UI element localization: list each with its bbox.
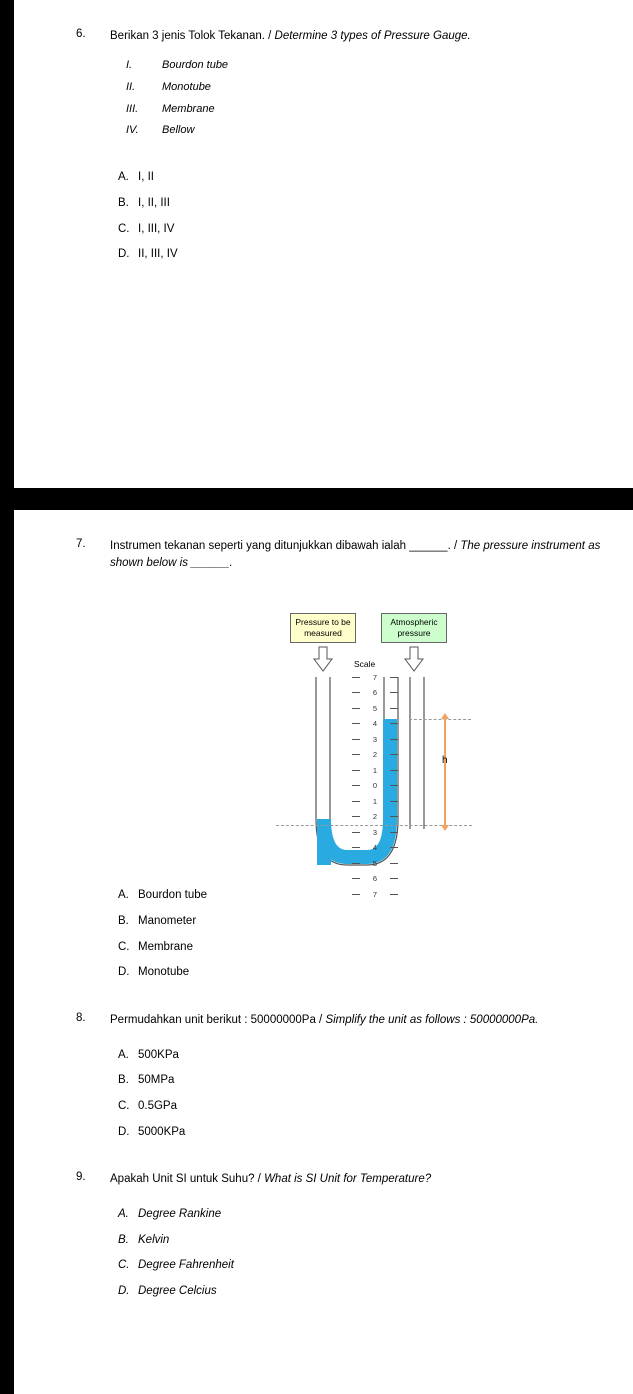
roman-item-label: Membrane	[162, 102, 215, 115]
question-8	[14, 990, 633, 1029]
figure-tag-atmospheric-pressure: Atmospheric pressure	[381, 613, 447, 642]
scale-tick: 1	[352, 793, 398, 809]
option-letter: B.	[118, 1074, 129, 1087]
roman-numeral: III.	[126, 102, 139, 115]
option-letter: A.	[118, 1048, 129, 1061]
question-9	[14, 1149, 633, 1188]
document-page-2	[14, 510, 633, 1394]
figure-liquid	[14, 579, 633, 879]
option-label: Manometer	[138, 915, 197, 928]
scale-tick: 7	[352, 669, 398, 685]
option-label: Kelvin	[138, 1233, 170, 1246]
option-label: Membrane	[138, 940, 193, 953]
figure-scale-ticks	[352, 669, 398, 902]
question-6-roman-list	[14, 58, 633, 140]
question-8-number: 8.	[76, 1012, 86, 1025]
list-item	[14, 102, 633, 118]
scale-tick: 2	[352, 747, 398, 763]
option-b[interactable]	[14, 913, 633, 930]
scale-tick: 7	[352, 886, 398, 902]
option-b[interactable]	[14, 195, 633, 212]
option-label: 0.5GPa	[138, 1100, 177, 1113]
option-label: 5000KPa	[138, 1125, 186, 1138]
option-a[interactable]	[14, 1047, 633, 1064]
list-item	[14, 58, 633, 74]
option-label: I, II	[138, 171, 154, 184]
figure-tag-pressure-to-be-measured: Pressure to be measured	[290, 613, 356, 642]
option-b[interactable]	[14, 1232, 633, 1249]
question-6-text-my: Berikan 3 jenis Tolok Tekanan. /	[110, 30, 275, 42]
roman-item-label: Bellow	[162, 124, 195, 137]
question-9-text-en: What is SI Unit for Temperature?	[264, 1173, 432, 1186]
page-separator	[0, 488, 633, 510]
option-label: Monotube	[138, 966, 190, 979]
question-8-text-my: Permudahkan unit berikut : 50000000Pa /	[110, 1014, 326, 1027]
figure-height-label: h	[442, 755, 448, 767]
list-item	[14, 123, 633, 139]
question-6-text-en: Determine 3 types of Pressure Gauge.	[274, 30, 471, 42]
document-page-1	[14, 0, 633, 488]
roman-numeral: I.	[126, 58, 133, 71]
option-label: 500KPa	[138, 1048, 179, 1061]
question-7-options	[14, 887, 633, 981]
scale-tick: 6	[352, 685, 398, 701]
scale-tick-zero: 0	[352, 778, 398, 794]
roman-item-label: Bourdon tube	[162, 58, 229, 71]
option-label: I, II, III	[138, 197, 170, 210]
scale-tick: 3	[352, 731, 398, 747]
option-d[interactable]	[14, 964, 633, 981]
scale-tick: 4	[352, 840, 398, 856]
option-label: II, III, IV	[138, 248, 178, 261]
scale-tick: 1	[352, 762, 398, 778]
option-label: Bourdon tube	[138, 889, 208, 902]
question-7-text-en: The pressure instrument as shown below is ______.	[110, 540, 601, 569]
option-letter: B.	[118, 915, 129, 928]
option-letter: B.	[118, 197, 129, 210]
question-9-options	[14, 1206, 633, 1300]
roman-item-label: Monotube	[162, 80, 211, 93]
option-letter: C.	[118, 1259, 130, 1272]
question-9-text	[110, 1171, 431, 1188]
option-letter: D.	[118, 248, 130, 261]
question-8-text-en: Simplify the unit as follows : 50000000Pa.	[325, 1014, 539, 1027]
question-9-number: 9.	[76, 1171, 86, 1184]
option-b[interactable]	[14, 1072, 633, 1089]
option-label: I, III, IV	[138, 222, 175, 235]
option-letter: A.	[118, 889, 129, 902]
option-letter: B.	[118, 1233, 129, 1246]
option-a[interactable]	[14, 169, 633, 186]
option-letter: A.	[118, 1208, 129, 1221]
option-letter: C.	[118, 1100, 130, 1113]
list-item	[14, 80, 633, 96]
question-7	[14, 510, 633, 571]
question-6-options	[14, 169, 633, 263]
option-a[interactable]	[14, 1206, 633, 1223]
option-d[interactable]	[14, 246, 633, 263]
question-8-text	[110, 1012, 538, 1029]
scale-tick: 5	[352, 855, 398, 871]
figure-scale-label: Scale	[354, 659, 376, 670]
option-c[interactable]	[14, 221, 633, 238]
question-9-text-my: Apakah Unit SI untuk Suhu? /	[110, 1173, 265, 1186]
option-letter: C.	[118, 940, 130, 953]
option-d[interactable]	[14, 1283, 633, 1300]
option-a[interactable]	[14, 887, 633, 904]
option-letter: D.	[118, 1285, 130, 1298]
scale-tick: 3	[352, 824, 398, 840]
option-c[interactable]	[14, 1257, 633, 1274]
roman-numeral: II.	[126, 80, 136, 93]
scale-tick: 5	[352, 700, 398, 716]
roman-numeral: IV.	[126, 124, 139, 137]
option-d[interactable]	[14, 1124, 633, 1141]
question-6-number: 6.	[76, 28, 86, 40]
option-c[interactable]	[14, 939, 633, 956]
question-6	[14, 0, 633, 45]
option-letter: D.	[118, 1125, 130, 1138]
question-8-options	[14, 1047, 633, 1141]
option-letter: C.	[118, 222, 130, 235]
scale-tick: 2	[352, 809, 398, 825]
question-7-text	[110, 538, 610, 571]
figure-reference-line-top	[409, 719, 471, 720]
option-label: Degree Celcius	[138, 1285, 217, 1298]
question-6-text	[110, 28, 471, 45]
question-7-number: 7.	[76, 538, 86, 550]
option-label: Degree Fahrenheit	[138, 1259, 234, 1272]
option-letter: A.	[118, 171, 129, 184]
scale-tick: 4	[352, 716, 398, 732]
scale-tick: 6	[352, 871, 398, 887]
option-label: 50MPa	[138, 1074, 175, 1087]
option-c[interactable]	[14, 1098, 633, 1115]
option-label: Degree Rankine	[138, 1208, 222, 1221]
question-7-text-my: Instrumen tekanan seperti yang ditunjukkan dibawah ialah ______. /	[110, 540, 461, 552]
option-letter: D.	[118, 966, 130, 979]
figure-height-arrow	[444, 719, 446, 825]
